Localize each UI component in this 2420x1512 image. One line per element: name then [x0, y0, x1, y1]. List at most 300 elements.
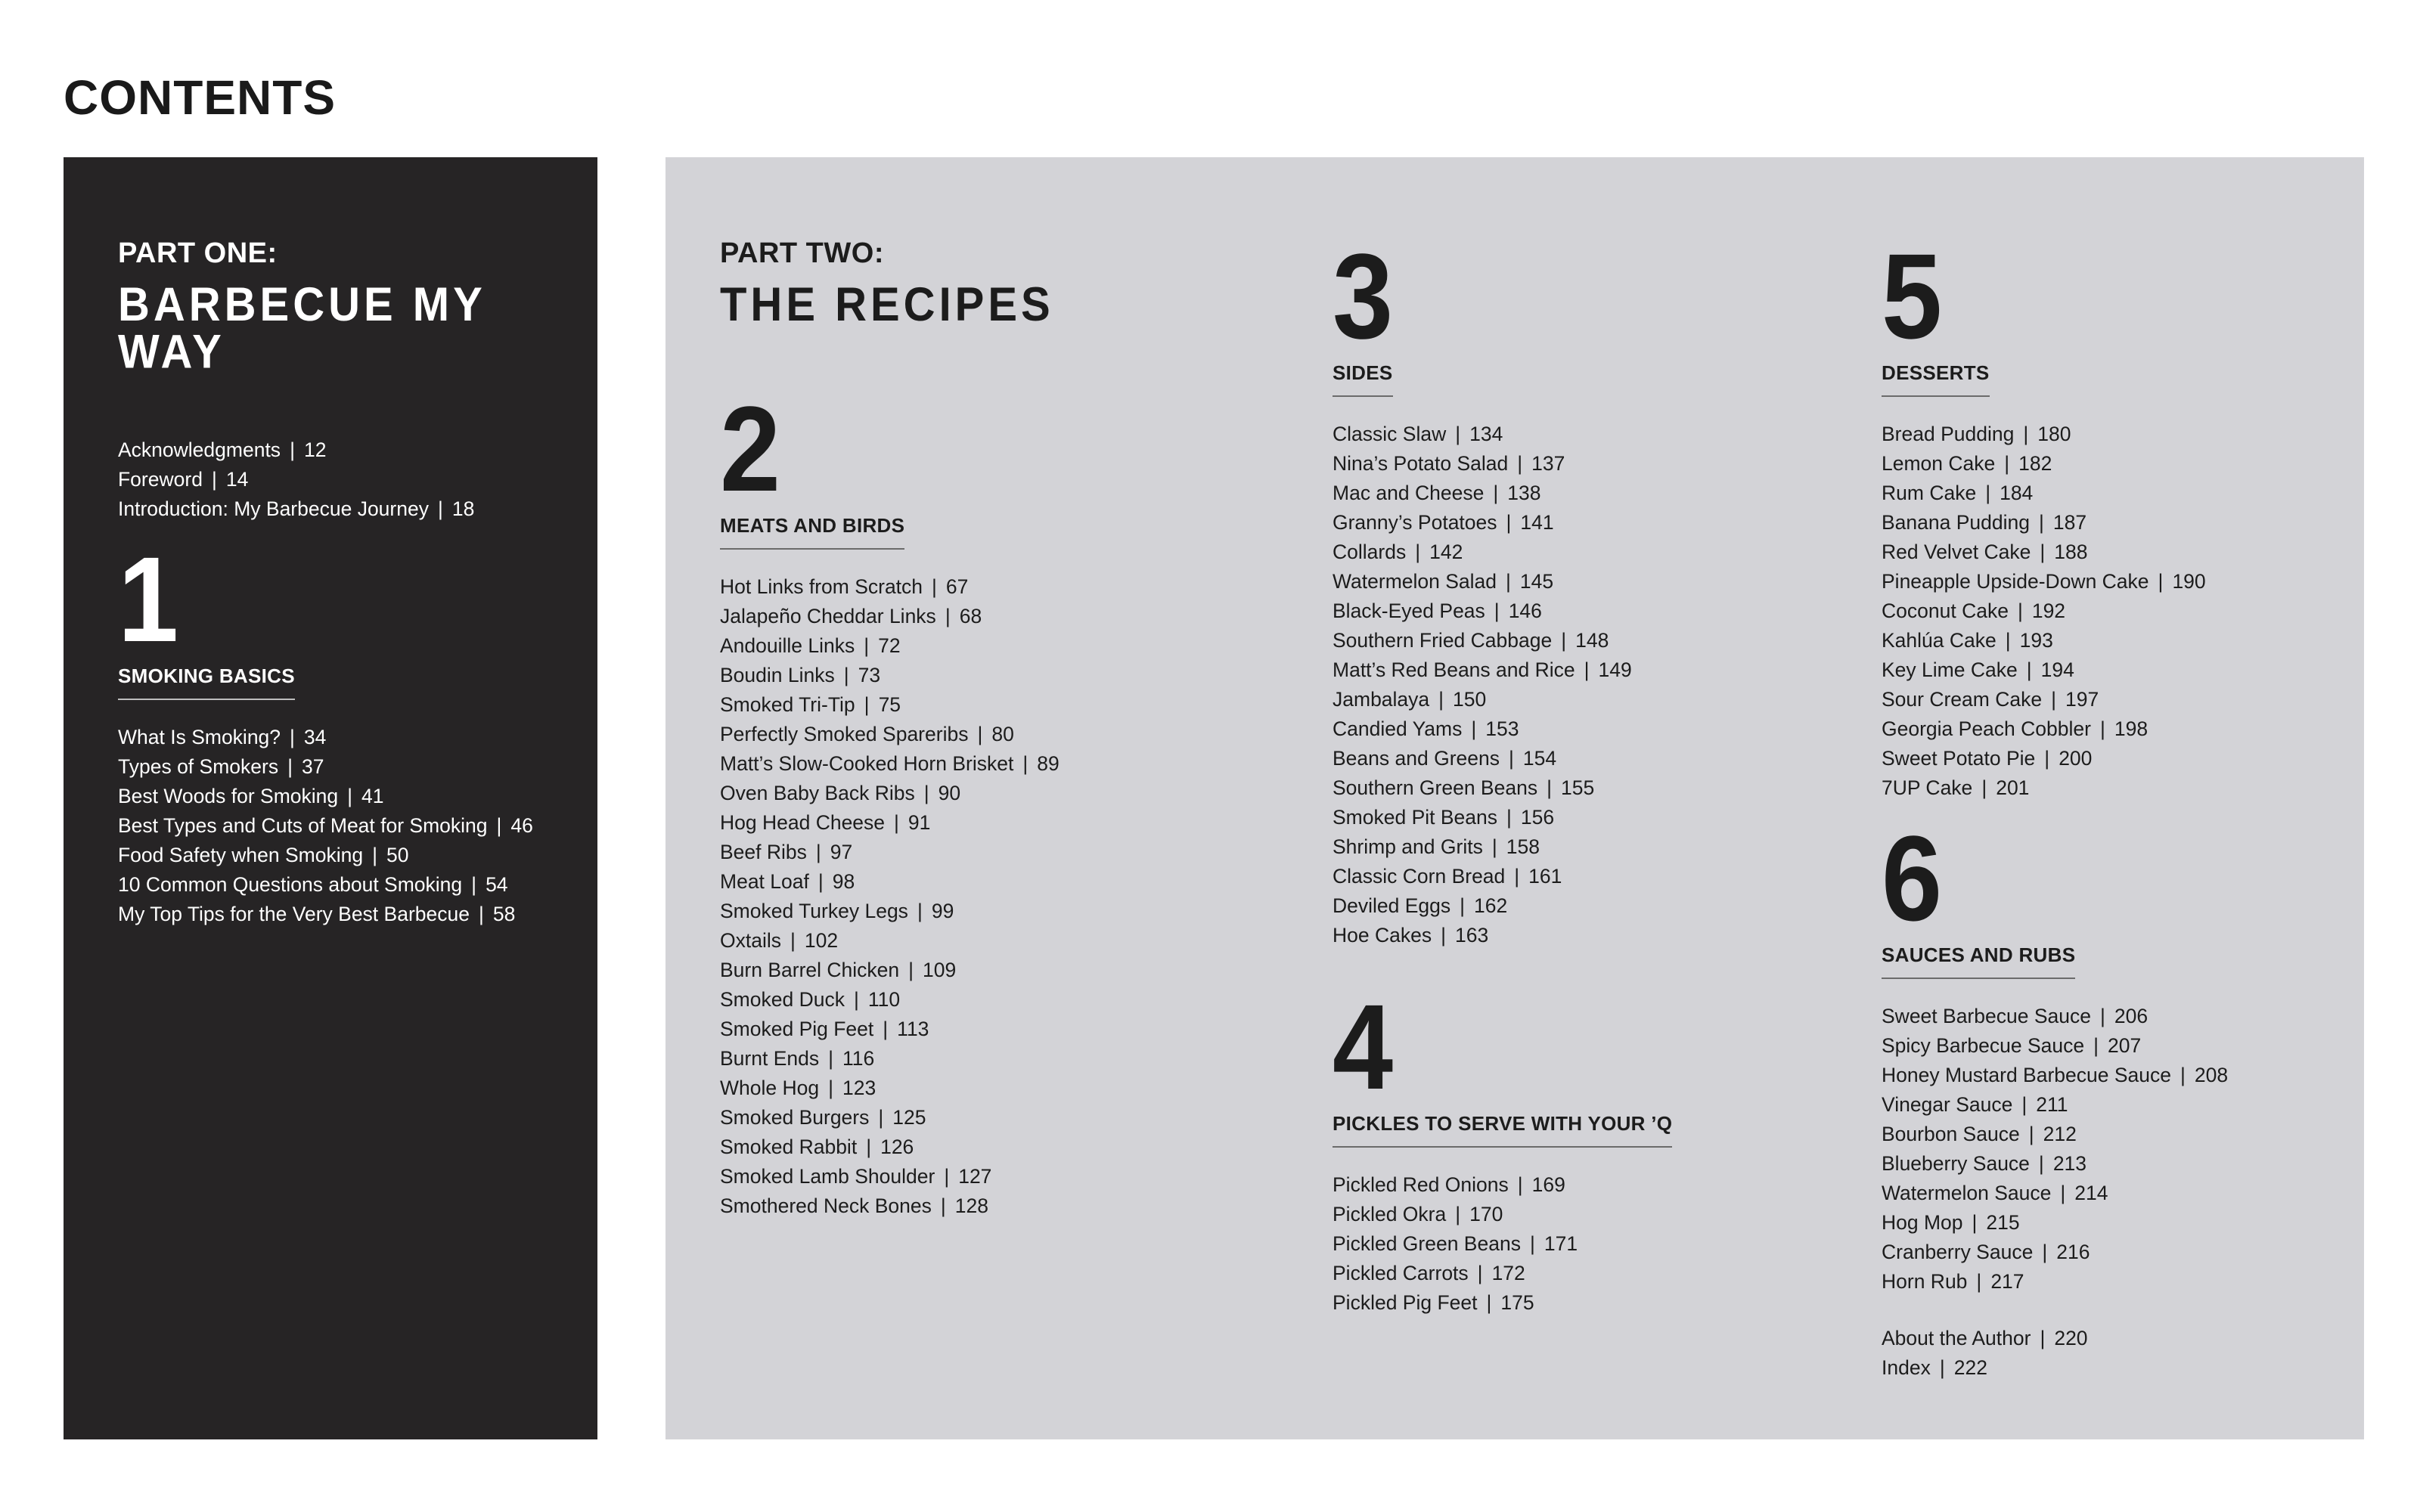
chapter-heading-sides: SIDES: [1333, 361, 1393, 397]
toc-entry-page: 155: [1560, 776, 1595, 799]
toc-separator: |: [2180, 1064, 2186, 1086]
toc-separator: |: [1561, 629, 1567, 652]
toc-entry[interactable]: [720, 1191, 1060, 1221]
toc-entry[interactable]: [720, 808, 1060, 838]
toc-entry-page: 154: [1522, 747, 1557, 770]
toc-entry[interactable]: [1333, 1170, 1672, 1200]
toc-entry-page: 89: [1037, 752, 1060, 775]
toc-entry[interactable]: [1882, 538, 2228, 567]
toc-entry-page: 50: [386, 844, 409, 866]
toc-entry[interactable]: [1333, 420, 1672, 449]
chapter-heading-desserts: DESSERTS: [1882, 361, 1990, 397]
toc-entry[interactable]: [1882, 1238, 2228, 1267]
toc-entry-page: 214: [2074, 1182, 2108, 1204]
toc-entry[interactable]: [1882, 1061, 2228, 1090]
toc-entry-title: Deviled Eggs: [1333, 894, 1451, 917]
toc-entry[interactable]: [720, 1074, 1060, 1103]
toc-entry-page: 98: [832, 870, 855, 893]
toc-entry[interactable]: [1333, 449, 1672, 479]
toc-separator: |: [1455, 423, 1461, 445]
toc-entry-page: 126: [880, 1136, 914, 1158]
toc-entry-title: Burnt Ends: [720, 1047, 820, 1070]
toc-entry-title: Hog Mop: [1882, 1211, 1963, 1234]
toc-entry-page: 54: [486, 873, 508, 896]
toc-separator: |: [1441, 924, 1446, 947]
toc-entry-page: 58: [492, 903, 516, 925]
toc-separator: |: [1506, 806, 1512, 829]
toc-entry[interactable]: [1882, 1002, 2228, 1031]
toc-entry-title: Sour Cream Cake: [1882, 688, 2043, 711]
toc-entry-title: Watermelon Salad: [1333, 570, 1497, 593]
toc-separator: |: [818, 870, 824, 893]
toc-entry-page: 75: [878, 693, 901, 716]
toc-separator: |: [894, 811, 899, 834]
toc-separator: |: [944, 1165, 950, 1188]
toc-entry[interactable]: [118, 900, 597, 929]
toc-separator: |: [1985, 482, 1991, 504]
toc-separator: |: [940, 1194, 946, 1217]
toc-entry[interactable]: [118, 811, 597, 841]
toc-entry-page: 211: [2036, 1093, 2068, 1116]
toc-entry-page: 153: [1485, 717, 1519, 740]
toc-entry-title: Hoe Cakes: [1333, 924, 1432, 947]
toc-entry-title: Beans and Greens: [1333, 747, 1500, 770]
toc-entry-title: Rum Cake: [1882, 482, 1977, 504]
toc-entry-page: 162: [1474, 894, 1508, 917]
toc-separator: |: [932, 575, 937, 598]
toc-entry[interactable]: [1882, 1120, 2228, 1149]
toc-entry[interactable]: [1882, 655, 2228, 685]
toc-entry[interactable]: [1882, 1208, 2228, 1238]
toc-separator: |: [496, 814, 502, 837]
toc-separator: |: [1529, 1232, 1535, 1255]
toc-entry-title: Honey Mustard Barbecue Sauce: [1882, 1064, 2171, 1086]
toc-entry[interactable]: [720, 985, 1060, 1015]
toc-separator: |: [828, 1077, 833, 1099]
toc-separator: |: [1493, 482, 1499, 504]
toc-separator: |: [2028, 1123, 2034, 1145]
toc-entry[interactable]: [1333, 685, 1672, 714]
toc-entry-page: 127: [958, 1165, 992, 1188]
toc-entry[interactable]: [118, 465, 597, 494]
toc-entry-page: 190: [2172, 570, 2206, 593]
toc-separator: |: [1939, 1356, 1945, 1379]
toc-separator: |: [2017, 600, 2023, 622]
toc-separator: |: [864, 634, 870, 657]
toc-entry-title: Best Types and Cuts of Meat for Smoking: [118, 814, 488, 837]
toc-entry-page: 141: [1520, 511, 1554, 534]
toc-entry-page: 128: [954, 1194, 988, 1217]
toc-separator: |: [2026, 658, 2032, 681]
toc-entry-title: Georgia Peach Cobbler: [1882, 717, 2091, 740]
toc-entry-page: 34: [303, 726, 327, 748]
toc-entry[interactable]: [720, 1132, 1060, 1162]
toc-separator: |: [2040, 1327, 2046, 1349]
toc-separator: |: [1981, 776, 1987, 799]
toc-separator: |: [2038, 1152, 2044, 1175]
toc-entry[interactable]: [720, 749, 1060, 779]
toc-entry-title: Jambalaya: [1333, 688, 1430, 711]
toc-entry[interactable]: [118, 782, 597, 811]
toc-entry-title: Food Safety when Smoking: [118, 844, 364, 866]
toc-separator: |: [853, 988, 859, 1011]
toc-separator: |: [1491, 835, 1497, 858]
page-title: CONTENTS: [64, 70, 336, 125]
toc-entry-page: 116: [842, 1047, 875, 1070]
toc-entry[interactable]: [720, 661, 1060, 690]
toc-entry[interactable]: [1333, 596, 1672, 626]
toc-separator: |: [977, 723, 983, 745]
toc-entry-title: Oxtails: [720, 929, 781, 952]
toc-entry-title: Andouille Links: [720, 634, 855, 657]
toc-entry[interactable]: [1333, 508, 1672, 538]
toc-entry[interactable]: [1882, 1149, 2228, 1179]
toc-entry-page: 41: [361, 785, 384, 807]
toc-entry[interactable]: [1882, 1324, 2228, 1353]
toc-separator: |: [1471, 717, 1477, 740]
chapter-number-5: 5: [1882, 228, 1943, 364]
toc-separator: |: [923, 782, 929, 804]
toc-entry-title: Smoked Pig Feet: [720, 1018, 874, 1040]
toc-entry[interactable]: [1882, 508, 2228, 538]
toc-entry[interactable]: [1333, 1200, 1672, 1229]
toc-separator: |: [1506, 570, 1511, 593]
part-two-column-a: [720, 239, 1060, 1221]
toc-entry-page: 150: [1453, 688, 1487, 711]
toc-entry-title: Southern Green Beans: [1333, 776, 1538, 799]
toc-entry[interactable]: [1333, 891, 1672, 921]
toc-separator: |: [290, 726, 295, 748]
back-matter-list: [1882, 1324, 2228, 1383]
toc-entry[interactable]: [118, 870, 597, 900]
toc-entry-title: Lemon Cake: [1882, 452, 1996, 475]
toc-separator: |: [866, 1136, 872, 1158]
toc-entry-title: Kahlúa Cake: [1882, 629, 1996, 652]
toc-entry-page: 212: [2043, 1123, 2077, 1145]
chapter-heading-sauces-and-rubs: SAUCES AND RUBS: [1882, 943, 2075, 979]
toc-entry-title: Nina’s Potato Salad: [1333, 452, 1509, 475]
toc-entry-page: 171: [1544, 1232, 1578, 1255]
toc-entry[interactable]: [720, 926, 1060, 956]
toc-entry-page: 146: [1508, 600, 1542, 622]
toc-entry-title: Pickled Pig Feet: [1333, 1291, 1478, 1314]
toc-separator: |: [2004, 452, 2010, 475]
toc-entry-title: Smoked Rabbit: [720, 1136, 858, 1158]
toc-entry-title: Pineapple Upside-Down Cake: [1882, 570, 2149, 593]
toc-entry[interactable]: [1882, 420, 2228, 449]
toc-entry[interactable]: [1333, 538, 1672, 567]
toc-entry[interactable]: [118, 435, 597, 465]
toc-entry-title: Red Velvet Cake: [1882, 541, 2031, 563]
toc-entry-title: Smoked Burgers: [720, 1106, 870, 1129]
toc-separator: |: [908, 959, 914, 981]
toc-separator: |: [1508, 747, 1514, 770]
toc-separator: |: [945, 605, 951, 627]
toc-entry-title: Key Lime Cake: [1882, 658, 2018, 681]
toc-entry-title: Candied Yams: [1333, 717, 1463, 740]
toc-entry-page: 206: [2114, 1005, 2149, 1027]
toc-entry[interactable]: [118, 841, 597, 870]
chapter-heading-pickles: PICKLES TO SERVE WITH YOUR ’Q: [1333, 1112, 1672, 1148]
toc-entry-page: 149: [1598, 658, 1632, 681]
toc-entry[interactable]: [1882, 714, 2228, 744]
toc-entry-page: 73: [858, 664, 881, 686]
toc-entry-page: 216: [2056, 1241, 2090, 1263]
toc-entry[interactable]: [1882, 596, 2228, 626]
toc-entry-title: Bread Pudding: [1882, 423, 2015, 445]
toc-separator: |: [372, 844, 377, 866]
toc-entry[interactable]: [1882, 1179, 2228, 1208]
toc-entry-page: 170: [1469, 1203, 1503, 1225]
toc-separator: |: [1506, 511, 1512, 534]
toc-separator: |: [471, 873, 477, 896]
toc-entry-title: Smoked Tri-Tip: [720, 693, 855, 716]
toc-entry-page: 142: [1429, 541, 1463, 563]
toc-entry-page: 187: [2052, 511, 2087, 534]
toc-entry-page: 193: [2019, 629, 2053, 652]
toc-entry-title: Acknowledgments: [118, 438, 281, 461]
toc-entry-title: Meat Loaf: [720, 870, 809, 893]
toc-entry-page: 163: [1454, 924, 1489, 947]
toc-entry-page: 102: [804, 929, 839, 952]
toc-entry[interactable]: [118, 494, 597, 524]
toc-entry-page: 208: [2194, 1064, 2229, 1086]
toc-entry-title: Perfectly Smoked Spareribs: [720, 723, 969, 745]
toc-entry[interactable]: [1882, 1267, 2228, 1297]
toc-entry-page: 14: [225, 468, 249, 491]
chapter-number-1: 1: [118, 531, 179, 667]
toc-separator: |: [211, 468, 217, 491]
toc-entry[interactable]: [1882, 773, 2228, 803]
toc-entry-title: Bourbon Sauce: [1882, 1123, 2020, 1145]
toc-entry[interactable]: [1333, 832, 1672, 862]
toc-entry[interactable]: [118, 723, 597, 752]
chapter-5-list: [1882, 420, 2228, 803]
toc-separator: |: [2038, 511, 2044, 534]
toc-entry[interactable]: [1333, 1288, 1672, 1318]
toc-entry[interactable]: [1882, 449, 2228, 479]
toc-separator: |: [287, 755, 293, 778]
toc-entry-page: 198: [2114, 717, 2149, 740]
part-two-title: THE RECIPES: [720, 277, 1054, 331]
part-two-column-c: [1882, 228, 2229, 1383]
toc-entry[interactable]: [1333, 655, 1672, 685]
toc-entry[interactable]: [1882, 626, 2228, 655]
chapter-heading-meats-and-birds: MEATS AND BIRDS: [720, 514, 904, 550]
toc-entry-page: 134: [1469, 423, 1503, 445]
toc-separator: |: [2021, 1093, 2028, 1116]
toc-entry-page: 72: [878, 634, 901, 657]
toc-entry[interactable]: [1882, 479, 2228, 508]
toc-separator: |: [2093, 1034, 2099, 1057]
toc-entry-title: 7UP Cake: [1882, 776, 1973, 799]
toc-entry[interactable]: [1333, 773, 1672, 803]
chapter-1-list: [118, 723, 597, 929]
toc-separator: |: [828, 1047, 833, 1070]
toc-separator: |: [878, 1106, 884, 1129]
toc-separator: |: [2042, 1241, 2048, 1263]
toc-entry[interactable]: [1882, 1353, 2228, 1383]
toc-entry-title: Smoked Turkey Legs: [720, 900, 908, 922]
toc-entry-title: Collards: [1333, 541, 1407, 563]
toc-entry-title: Jalapeño Cheddar Links: [720, 605, 936, 627]
toc-entry-title: Sweet Barbecue Sauce: [1882, 1005, 2091, 1027]
toc-entry-title: Spicy Barbecue Sauce: [1882, 1034, 2085, 1057]
toc-separator: |: [2099, 1005, 2105, 1027]
chapter-6-list: [1882, 1002, 2228, 1297]
toc-entry[interactable]: [1333, 1229, 1672, 1259]
toc-entry[interactable]: [1333, 626, 1672, 655]
toc-entry-page: 123: [842, 1077, 876, 1099]
toc-separator: |: [883, 1018, 889, 1040]
toc-entry[interactable]: [720, 1103, 1060, 1132]
toc-entry[interactable]: [1882, 1090, 2228, 1120]
toc-entry[interactable]: [118, 752, 597, 782]
toc-entry-title: Best Woods for Smoking: [118, 785, 339, 807]
toc-entry-title: Pickled Red Onions: [1333, 1173, 1509, 1196]
toc-entry-title: Banana Pudding: [1882, 511, 2030, 534]
chapter-heading-smoking-basics: SMOKING BASICS: [118, 665, 295, 700]
toc-separator: |: [2005, 629, 2011, 652]
toc-entry-title: Foreword: [118, 468, 203, 491]
toc-entry[interactable]: [1882, 1031, 2228, 1061]
toc-entry[interactable]: [1882, 567, 2228, 596]
toc-entry[interactable]: [720, 867, 1060, 897]
toc-entry-page: 201: [1996, 776, 2030, 799]
toc-entry-page: 137: [1531, 452, 1565, 475]
toc-entry-title: What Is Smoking?: [118, 726, 281, 748]
toc-entry-page: 188: [2054, 541, 2088, 563]
toc-entry[interactable]: [720, 956, 1060, 985]
toc-entry[interactable]: [720, 1044, 1060, 1074]
toc-entry[interactable]: [1333, 744, 1672, 773]
toc-entry-page: 184: [2000, 482, 2034, 504]
toc-entry-page: 192: [2031, 600, 2066, 622]
toc-separator: |: [1455, 1203, 1461, 1225]
toc-entry-title: Black-Eyed Peas: [1333, 600, 1485, 622]
part-two-column-b: [1333, 228, 1673, 1318]
toc-entry[interactable]: [720, 572, 1060, 602]
toc-entry-title: Whole Hog: [720, 1077, 820, 1099]
toc-entry-page: 180: [2037, 423, 2071, 445]
chapter-3-list: [1333, 420, 1672, 950]
toc-separator: |: [1517, 452, 1523, 475]
toc-separator: |: [2060, 1182, 2066, 1204]
toc-entry-title: Vinegar Sauce: [1882, 1093, 2013, 1116]
toc-separator: |: [2044, 747, 2050, 770]
toc-entry-title: Southern Fried Cabbage: [1333, 629, 1553, 652]
toc-entry-title: Blueberry Sauce: [1882, 1152, 2030, 1175]
toc-entry-page: 90: [938, 782, 961, 804]
toc-entry[interactable]: [720, 602, 1060, 631]
toc-entry[interactable]: [1333, 1259, 1672, 1288]
toc-separator: |: [1972, 1211, 1978, 1234]
toc-entry-page: 46: [510, 814, 533, 837]
toc-entry[interactable]: [1333, 714, 1672, 744]
toc-entry-title: Types of Smokers: [118, 755, 279, 778]
toc-entry[interactable]: [1882, 744, 2228, 773]
toc-entry[interactable]: [1333, 567, 1672, 596]
toc-entry-page: 169: [1531, 1173, 1565, 1196]
toc-entry[interactable]: [720, 1162, 1060, 1191]
toc-separator: |: [2051, 688, 2056, 711]
toc-entry-page: 200: [2059, 747, 2093, 770]
toc-entry-title: Smothered Neck Bones: [720, 1194, 932, 1217]
toc-entry[interactable]: [720, 779, 1060, 808]
toc-entry-page: 182: [2018, 452, 2052, 475]
toc-entry-title: Burn Barrel Chicken: [720, 959, 900, 981]
toc-entry-page: 213: [2052, 1152, 2087, 1175]
toc-entry-page: 113: [897, 1018, 929, 1040]
toc-entry-page: 217: [1990, 1270, 2024, 1293]
part-one-panel: [64, 157, 597, 1439]
toc-separator: |: [843, 664, 849, 686]
toc-separator: |: [1517, 1173, 1523, 1196]
toc-separator: |: [1460, 894, 1466, 917]
toc-entry-page: 125: [892, 1106, 926, 1129]
toc-entry-title: Smoked Duck: [720, 988, 845, 1011]
toc-entry-title: Watermelon Sauce: [1882, 1182, 2052, 1204]
toc-entry-title: Mac and Cheese: [1333, 482, 1485, 504]
toc-separator: |: [437, 497, 443, 520]
chapter-number-4: 4: [1333, 979, 1394, 1114]
toc-entry[interactable]: [1333, 803, 1672, 832]
toc-entry[interactable]: [1333, 921, 1672, 950]
toc-entry-title: Sweet Potato Pie: [1882, 747, 2036, 770]
toc-separator: |: [864, 693, 870, 716]
toc-entry-page: 215: [1986, 1211, 2020, 1234]
toc-entry-title: Pickled Okra: [1333, 1203, 1447, 1225]
toc-separator: |: [917, 900, 923, 922]
toc-entry[interactable]: [1333, 479, 1672, 508]
toc-entry[interactable]: [720, 1015, 1060, 1044]
toc-entry[interactable]: [720, 690, 1060, 720]
toc-separator: |: [1514, 865, 1520, 888]
toc-entry-page: 12: [303, 438, 327, 461]
toc-entry-page: 207: [2108, 1034, 2142, 1057]
toc-separator: |: [790, 929, 796, 952]
toc-entry-title: Index: [1882, 1356, 1931, 1379]
toc-separator: |: [2099, 717, 2105, 740]
toc-entry-title: Smoked Lamb Shoulder: [720, 1165, 935, 1188]
toc-entry-page: 145: [1519, 570, 1554, 593]
part-two-label: PART TWO:: [720, 237, 884, 269]
toc-entry-title: About the Author: [1882, 1327, 2031, 1349]
toc-entry[interactable]: [720, 631, 1060, 661]
toc-entry-page: 222: [1953, 1356, 1987, 1379]
toc-entry[interactable]: [720, 897, 1060, 926]
chapter-number-2: 2: [720, 381, 781, 516]
toc-entry-title: Matt’s Red Beans and Rice: [1333, 658, 1575, 681]
toc-entry[interactable]: [1882, 685, 2228, 714]
toc-entry-page: 172: [1491, 1262, 1525, 1284]
toc-entry-title: Hog Head Cheese: [720, 811, 886, 834]
toc-entry-page: 110: [867, 988, 901, 1011]
chapter-4-list: [1333, 1170, 1672, 1318]
toc-entry-title: Introduction: My Barbecue Journey: [118, 497, 429, 520]
toc-entry[interactable]: [720, 720, 1060, 749]
toc-entry-page: 220: [2054, 1327, 2088, 1349]
toc-separator: |: [2023, 423, 2029, 445]
toc-entry-page: 68: [959, 605, 982, 627]
toc-separator: |: [1477, 1262, 1483, 1284]
toc-entry[interactable]: [720, 838, 1060, 867]
toc-entry-title: 10 Common Questions about Smoking: [118, 873, 463, 896]
toc-entry-title: Beef Ribs: [720, 841, 807, 863]
front-matter-list: [118, 435, 597, 524]
toc-entry[interactable]: [1333, 862, 1672, 891]
toc-entry-title: Boudin Links: [720, 664, 835, 686]
